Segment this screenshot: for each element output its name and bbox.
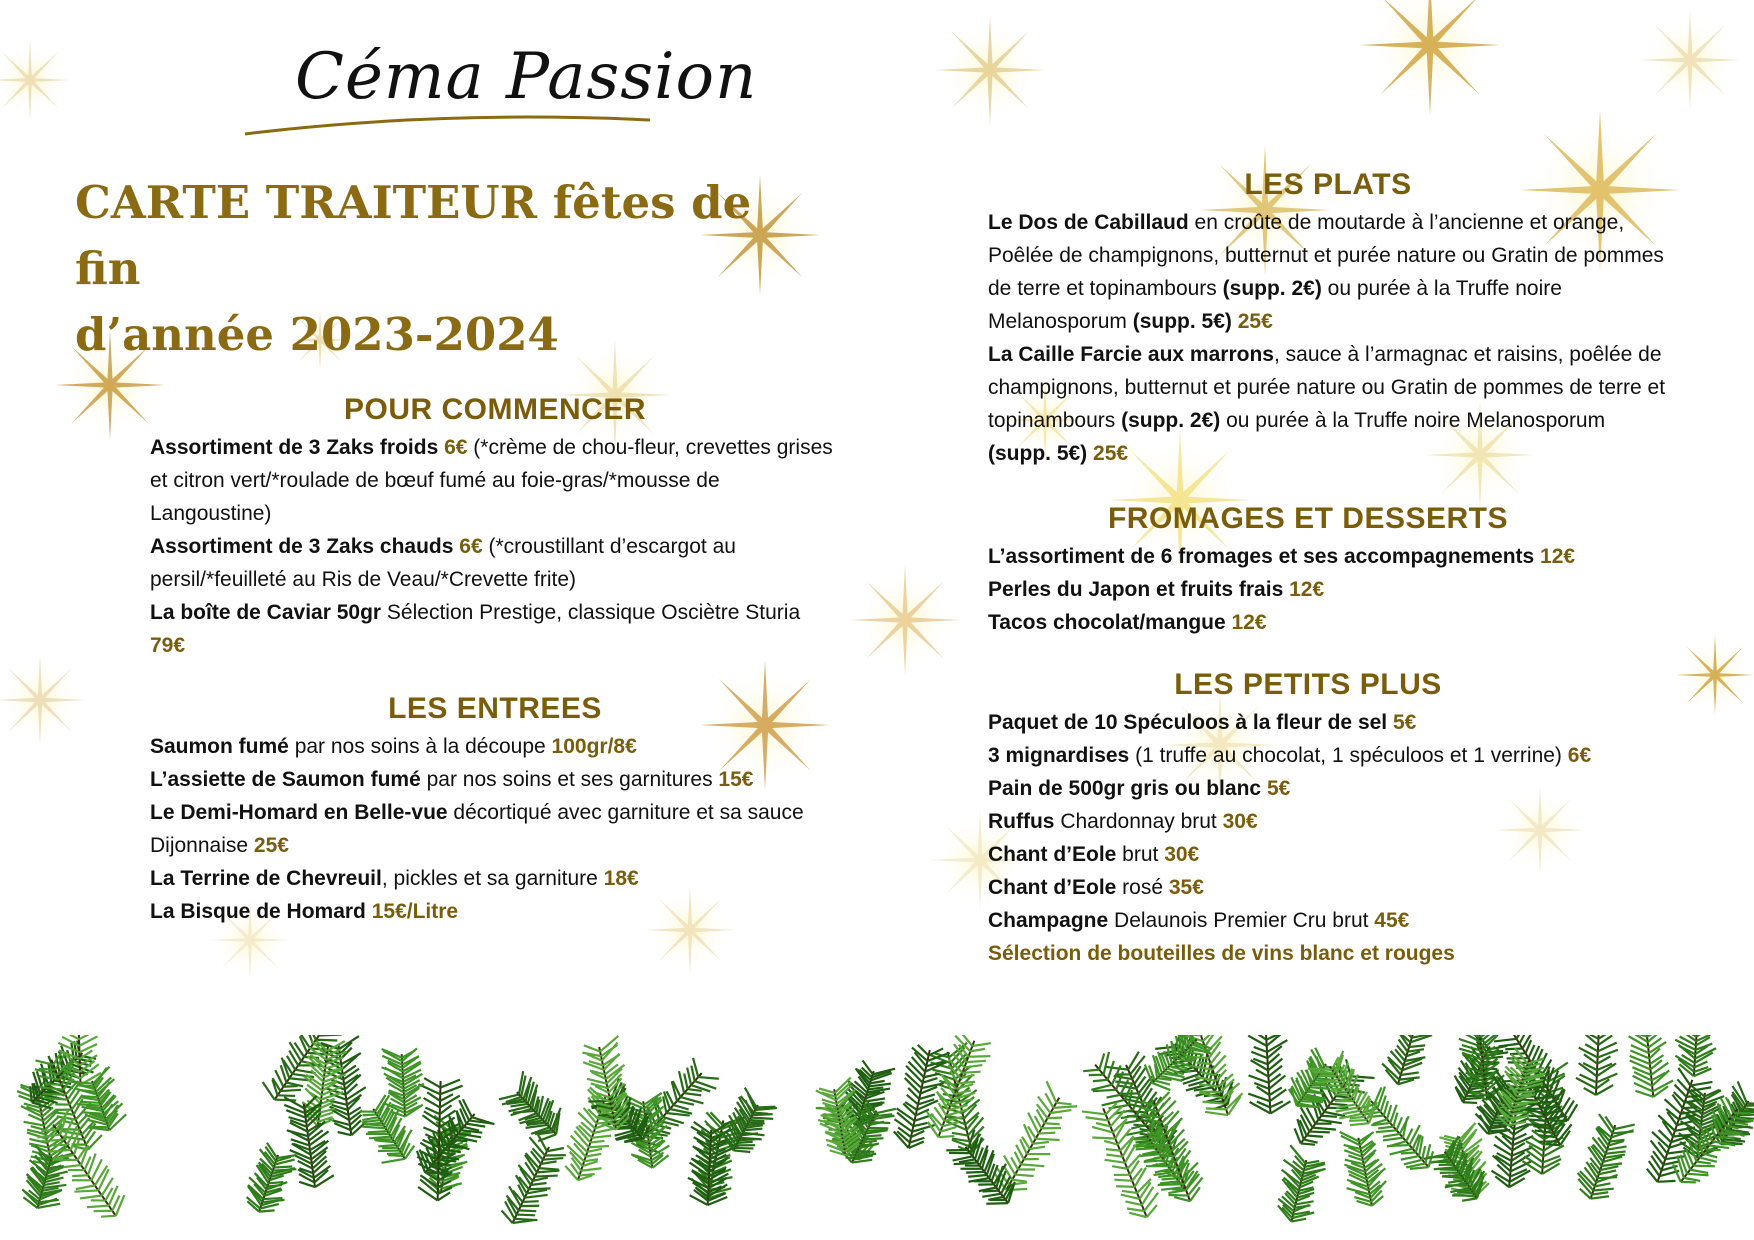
item-supplement: (supp. 5€) [1132, 310, 1232, 333]
menu-item [150, 862, 840, 895]
item-name: Assortiment de 3 Zaks froids [150, 436, 439, 459]
item-name: Perles du Japon et fruits frais [988, 578, 1284, 601]
menu-item [988, 606, 1678, 639]
item-desc: par nos soins à la découpe [288, 735, 552, 758]
section-desserts [988, 502, 1678, 639]
star-icon [1675, 635, 1754, 715]
menu-item [150, 730, 840, 763]
menu-item [988, 739, 1678, 772]
fir-branch [1576, 1035, 1619, 1095]
star-icon [935, 15, 1045, 125]
item-name: Chant d’Eole [988, 843, 1117, 866]
item-price: 15€/Litre [371, 900, 459, 923]
menu-item [988, 706, 1678, 739]
item-name: Ruffus [988, 810, 1055, 833]
item-name: 3 mignardises [988, 744, 1130, 767]
menu-item [988, 772, 1678, 805]
item-price: 30€ [1222, 810, 1258, 833]
logo: Céma Passion [295, 40, 758, 114]
item-desc: Chardonnay brut [1054, 810, 1223, 833]
item-name: La Bisque de Homard [150, 900, 366, 923]
menu-item [988, 838, 1678, 871]
item-desc: Sélection Prestige, classique Osciètre Sturia [381, 601, 801, 624]
item-price: 25€ [253, 834, 289, 857]
item-price: 12€ [1283, 578, 1325, 601]
menu-item [988, 805, 1678, 838]
item-name: La Terrine de Chevreuil [150, 867, 382, 890]
item-supplement: (supp. 2€) [1121, 409, 1221, 432]
item-name: Champagne [988, 909, 1109, 932]
fir-branch [1578, 1114, 1635, 1199]
item-name: Chant d’Eole [988, 876, 1117, 899]
item-price: 25€ [1087, 442, 1129, 465]
section-heading: POUR COMMENCER [343, 393, 646, 426]
star-icon [1640, 10, 1740, 110]
logo-swoosh-icon [240, 112, 660, 142]
item-supplement: (supp. 2€) [1222, 277, 1322, 300]
menu-item [988, 904, 1678, 937]
fir-branch [1340, 1132, 1386, 1206]
item-desc: par nos soins et ses garnitures [420, 768, 719, 791]
item-price: 6€ [1567, 744, 1592, 767]
item-price: 18€ [603, 867, 639, 890]
item-desc: ou purée à la Truffe noire Melanosporum [1220, 409, 1606, 432]
item-name: Le Demi-Homard en Belle-vue [150, 801, 448, 824]
item-desc: (1 truffe au chocolat, 1 spéculoos et 1 verrine) [1129, 744, 1568, 767]
item-desc: (*crème de chou-fleur, crevettes grises et citron vert/*roulade de bœuf fumé au foie-gras/*mousse de Langoustine) [150, 436, 833, 525]
item-price: 6€ [444, 436, 468, 459]
section-heading: LES PETITS PLUS [1174, 668, 1442, 701]
item-price: 79€ [150, 634, 186, 657]
menu-item [150, 431, 840, 530]
item-desc: , sauce à l’armagnac et raisins, poêlée de champignons, butternut et purée nature ou Gratin de pommes de terre et topinambours [988, 343, 1666, 432]
item-name: Le Dos de Cabillaud [988, 211, 1189, 234]
item-name: Pain de 500gr gris ou blanc [988, 777, 1262, 800]
section-extras [988, 668, 1678, 970]
item-desc: , pickles et sa garniture [381, 867, 604, 890]
fir-branch [502, 1134, 566, 1223]
item-supplement: (supp. 5€) [988, 442, 1088, 465]
section-plats [988, 168, 1668, 470]
section-heading: LES ENTREES [388, 692, 602, 725]
item-price: 12€ [1534, 545, 1576, 568]
item-price: 6€ [459, 535, 483, 558]
item-name: Paquet de 10 Spéculoos à la fleur de sel [988, 711, 1388, 734]
item-desc: Delaunois Premier Cru brut [1108, 909, 1375, 932]
fir-branch [499, 1071, 561, 1141]
star-icon [850, 565, 960, 675]
item-name: La boîte de Caviar 50gr [150, 601, 382, 624]
item-price: 30€ [1164, 843, 1200, 866]
item-price: 5€ [1393, 711, 1417, 734]
section-starters [150, 393, 840, 662]
item-price: 12€ [1225, 611, 1267, 634]
title-line-1: CARTE TRAITEUR fêtes de fin [75, 176, 752, 295]
title-line-2: d’année 2023-2024 [75, 308, 559, 361]
menu-item [988, 206, 1668, 338]
item-desc: brut [1116, 843, 1165, 866]
item-desc: décortiqué avec garniture et sa sauce Dijonnaise [150, 801, 804, 857]
fir-garland [0, 1035, 1754, 1240]
item-name: Saumon fumé [150, 735, 289, 758]
item-name: La Caille Farcie aux marrons [988, 343, 1274, 366]
section-entrees [150, 692, 840, 928]
wine-selection-note: Sélection de bouteilles de vins blanc et rouges [988, 942, 1455, 965]
section-heading: FROMAGES ET DESSERTS [1107, 502, 1509, 535]
fir-branch [247, 1143, 297, 1212]
item-desc: ou purée à la Truffe noire Melanosporum [988, 277, 1562, 333]
item-name: Assortiment de 3 Zaks chauds [150, 535, 454, 558]
menu-item [988, 540, 1678, 573]
fir-branch [1245, 1035, 1291, 1113]
item-name: L’assiette de Saumon fumé [150, 768, 421, 791]
menu-item [150, 796, 840, 862]
item-desc: rosé [1116, 876, 1169, 899]
menu-item [988, 871, 1678, 904]
fir-branch [722, 1088, 777, 1152]
fir-branch [1424, 1136, 1485, 1201]
item-price: 100gr/8€ [551, 735, 637, 758]
fir-branch [1624, 1035, 1673, 1097]
menu-item [150, 530, 840, 596]
section-heading: LES PLATS [1244, 168, 1412, 201]
fir-branch [1278, 1145, 1326, 1221]
item-price: 25€ [1231, 310, 1273, 333]
menu-item [988, 338, 1668, 470]
item-desc: (*croustillant d’escargot au persil/*feuilleté au Ris de Veau/*Crevette frite) [150, 535, 736, 591]
menu-item [150, 596, 840, 662]
item-name: Tacos chocolat/mangue [988, 611, 1226, 634]
item-name: L’assortiment de 6 fromages et ses accompagnements [988, 545, 1535, 568]
fir-branch [1382, 1035, 1440, 1084]
menu-item [150, 763, 840, 796]
item-price: 45€ [1374, 909, 1410, 932]
fir-branch [284, 1096, 334, 1187]
menu-item [988, 573, 1678, 606]
item-price: 15€ [718, 768, 754, 791]
menu-item [150, 895, 840, 928]
page-title [75, 170, 815, 368]
item-price: 5€ [1266, 777, 1291, 800]
item-price: 35€ [1168, 876, 1204, 899]
fir-branch [1675, 1035, 1719, 1076]
item-desc: en croûte de moutarde à l’ancienne et orange, Poêlée de champignons, butternut et purée nature ou Gratin de pommes de terre et topinambours [988, 211, 1664, 300]
fir-branch [994, 1081, 1077, 1190]
